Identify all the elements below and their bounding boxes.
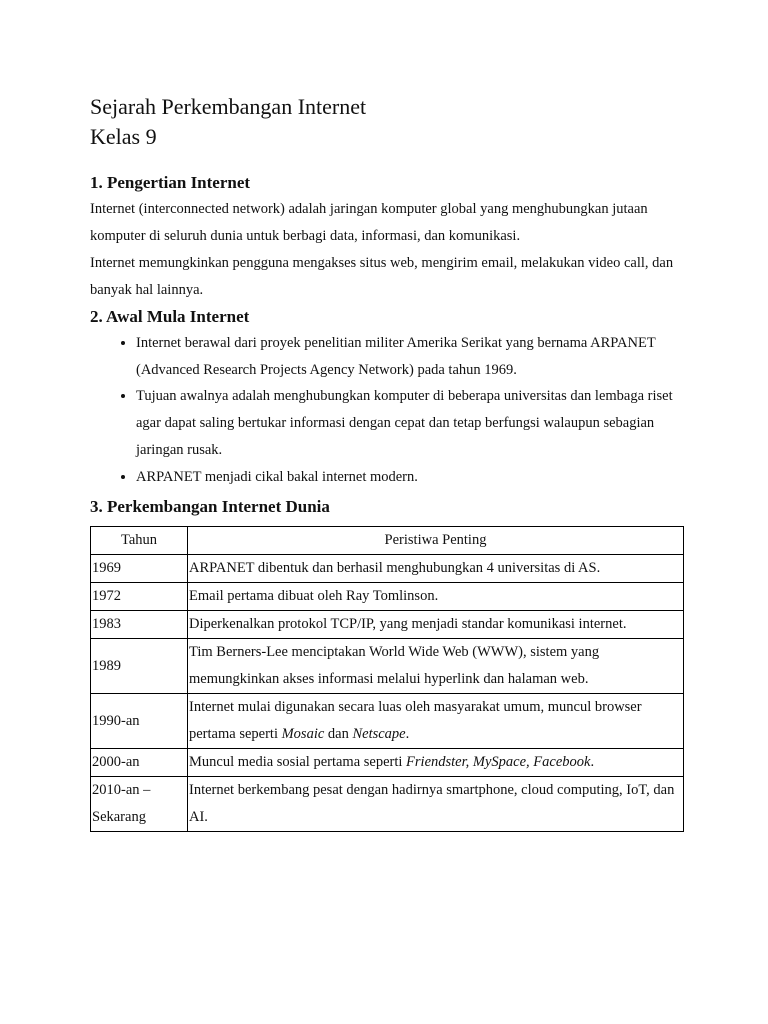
list-item: • Tujuan awalnya adalah menghubungkan komputer di beberapa universitas dan lembaga riset agar dapat saling bertukar informasi dengan cepat dan tetap berfungsi walaupun sebagian jaringan rusak. xyxy=(136,383,684,463)
table-cell-year: 2000-an xyxy=(91,749,188,777)
section-heading-awal-mula: 2. Awal Mula Internet xyxy=(90,307,250,326)
table-cell-event: Internet mulai digunakan secara luas oleh masyarakat umum, muncul browser pertama seperti Mosaic dan Netscape. xyxy=(188,694,684,749)
list-item: • ARPANET menjadi cikal bakal internet modern. xyxy=(136,464,684,491)
table-cell-year: 1989 xyxy=(91,639,188,694)
table-header-event: Peristiwa Penting xyxy=(188,527,684,555)
table-cell-year: 1990-an xyxy=(91,694,188,749)
table-row xyxy=(91,777,684,832)
paragraph-definition: Internet (interconnected network) adalah jaringan komputer global yang menghubungkan jutaan komputer di seluruh dunia untuk berbagi data, informasi, dan komunikasi. xyxy=(90,201,648,244)
table-row xyxy=(91,639,684,694)
list-item: • Internet berawal dari proyek penelitian militer Amerika Serikat yang bernama ARPANET (Advanced Research Projects Agency Network) pada tahun 1969. xyxy=(136,330,684,383)
section-heading-perkembangan: 3. Perkembangan Internet Dunia xyxy=(90,497,330,517)
table-cell-year: 1983 xyxy=(91,611,188,639)
table-header-row xyxy=(91,527,684,555)
document-page xyxy=(90,92,684,832)
paragraph-usage: Internet memungkinkan pengguna mengakses situs web, mengirim email, melakukan video call, dan banyak hal lainnya. xyxy=(90,255,674,298)
table-header-year: Tahun xyxy=(91,527,188,555)
document-subtitle: Kelas 9 xyxy=(90,124,157,149)
table-cell-event: Email pertama dibuat oleh Ray Tomlinson. xyxy=(188,583,684,611)
table-row xyxy=(91,749,684,777)
table-row xyxy=(91,694,684,749)
table-cell-year: 2010-an – Sekarang xyxy=(91,777,188,832)
browser-name-netscape: Netscape xyxy=(352,726,406,743)
table-cell-event: Tim Berners-Lee menciptakan World Wide Web (WWW), sistem yang memungkinkan akses informasi melalui hyperlink dan halaman web. xyxy=(188,639,684,694)
social-media-names: Friendster, MySpace, Facebook xyxy=(406,754,591,771)
table-cell-event: Internet berkembang pesat dengan hadirnya smartphone, cloud computing, IoT, dan AI. xyxy=(188,777,684,832)
document-title: Sejarah Perkembangan Internet xyxy=(90,94,367,119)
browser-name-mosaic: Mosaic xyxy=(281,726,325,743)
table-cell-event: Muncul media sosial pertama seperti Friendster, MySpace, Facebook. xyxy=(188,749,684,777)
table-row xyxy=(91,583,684,611)
table-row xyxy=(91,611,684,639)
table-cell-event: Diperkenalkan protokol TCP/IP, yang menjadi standar komunikasi internet. xyxy=(188,611,684,639)
history-table xyxy=(90,526,684,832)
table-row xyxy=(91,555,684,583)
table-cell-event: ARPANET dibentuk dan berhasil menghubungkan 4 universitas di AS. xyxy=(188,555,684,583)
bullet-list xyxy=(90,330,684,490)
table-cell-year: 1972 xyxy=(91,583,188,611)
table-cell-year: 1969 xyxy=(91,555,188,583)
section-heading-pengertian: 1. Pengertian Internet xyxy=(90,173,251,192)
